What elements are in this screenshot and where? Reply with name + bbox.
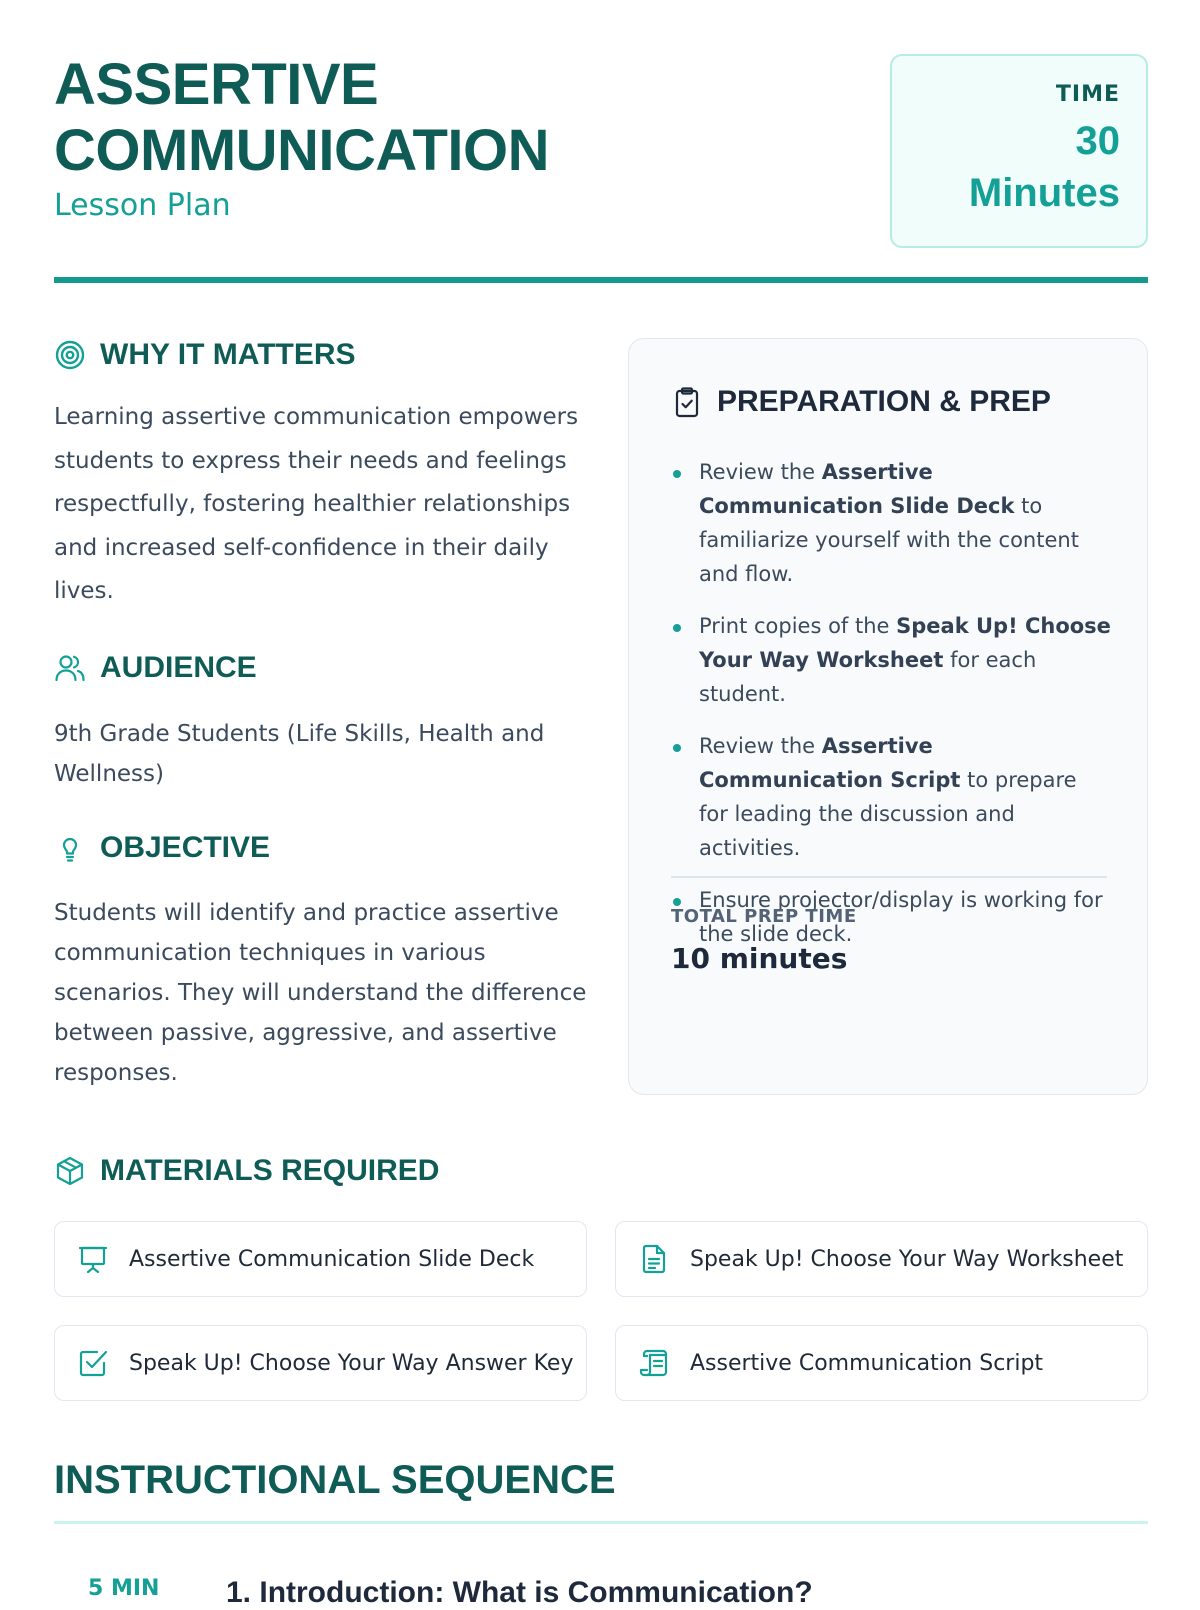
presentation-icon: [77, 1243, 109, 1275]
material-item-slide-deck[interactable]: [54, 1221, 587, 1297]
time-box: [890, 54, 1148, 248]
clipboard-check-icon: [671, 386, 703, 418]
page-subtitle: Lesson Plan: [54, 188, 231, 223]
total-prep-time-label: TOTAL PREP TIME: [671, 906, 857, 927]
package-icon: [54, 1155, 86, 1187]
why-it-matters-text: Learning assertive communication empowers students to express their needs and feelings respectfully, fostering healthier relationships and increased self-confidence in their daily lives.: [54, 404, 579, 604]
material-label: Speak Up! Choose Your Way Answer Key: [129, 1350, 574, 1376]
objective-heading-text: OBJECTIVE: [100, 831, 271, 864]
preparation-heading-text: PREPARATION & PREP: [717, 385, 1051, 418]
step-duration: 5 MIN: [88, 1576, 160, 1601]
sequence-divider: [54, 1521, 1148, 1524]
materials-heading: [54, 1154, 439, 1188]
time-value: 30: [1075, 119, 1120, 163]
objective-heading: [54, 831, 270, 865]
document-icon: [638, 1243, 670, 1275]
header-divider: [54, 277, 1148, 283]
preparation-heading: [671, 385, 1051, 419]
material-label: Assertive Communication Script: [690, 1350, 1044, 1376]
preparation-list: [671, 455, 1111, 969]
materials-heading-text: MATERIALS REQUIRED: [100, 1154, 440, 1187]
instructional-sequence-heading: INSTRUCTIONAL SEQUENCE: [54, 1458, 616, 1502]
objective-text: Students will identify and practice assertive communication techniques in various scenarios. They will understand the difference between passive, aggressive, and assertive responses.: [54, 900, 587, 1086]
prep-item: Review the Assertive Communication Slide Deck to familiarize yourself with the content and flow.: [671, 455, 1111, 591]
total-prep-time-value: 10 minutes: [671, 942, 848, 975]
users-icon: [54, 652, 86, 684]
audience-heading-text: AUDIENCE: [100, 651, 257, 684]
checkbox-icon: [77, 1347, 109, 1379]
time-label: TIME: [1055, 82, 1120, 107]
material-item-script[interactable]: [615, 1325, 1148, 1401]
target-icon: [54, 339, 86, 371]
step-title: 1. Introduction: What is Communication?: [226, 1576, 813, 1609]
page-title: ASSERTIVE COMMUNICATION: [54, 52, 550, 183]
material-label: Assertive Communication Slide Deck: [129, 1246, 535, 1272]
time-unit: Minutes: [968, 171, 1120, 215]
prep-divider: [671, 876, 1107, 878]
preparation-card: [628, 338, 1148, 1095]
material-item-worksheet[interactable]: [615, 1221, 1148, 1297]
lightbulb-icon: [54, 832, 86, 864]
scroll-icon: [638, 1347, 670, 1379]
prep-item: Ensure projector/display is working for the slide deck.: [671, 883, 1111, 951]
audience-text: 9th Grade Students (Life Skills, Health and Wellness): [54, 721, 545, 787]
material-label: Speak Up! Choose Your Way Worksheet: [690, 1246, 1124, 1272]
why-it-matters-heading: [54, 338, 356, 372]
lesson-plan-page: [54, 0, 1148, 1609]
prep-item: Print copies of the Speak Up! Choose Your Way Worksheet for each student.: [671, 609, 1111, 711]
material-item-answer-key[interactable]: [54, 1325, 587, 1401]
prep-item: Review the Assertive Communication Script to prepare for leading the discussion and activities.: [671, 729, 1111, 865]
why-it-matters-heading-text: WHY IT MATTERS: [100, 338, 356, 371]
audience-heading: [54, 651, 257, 685]
